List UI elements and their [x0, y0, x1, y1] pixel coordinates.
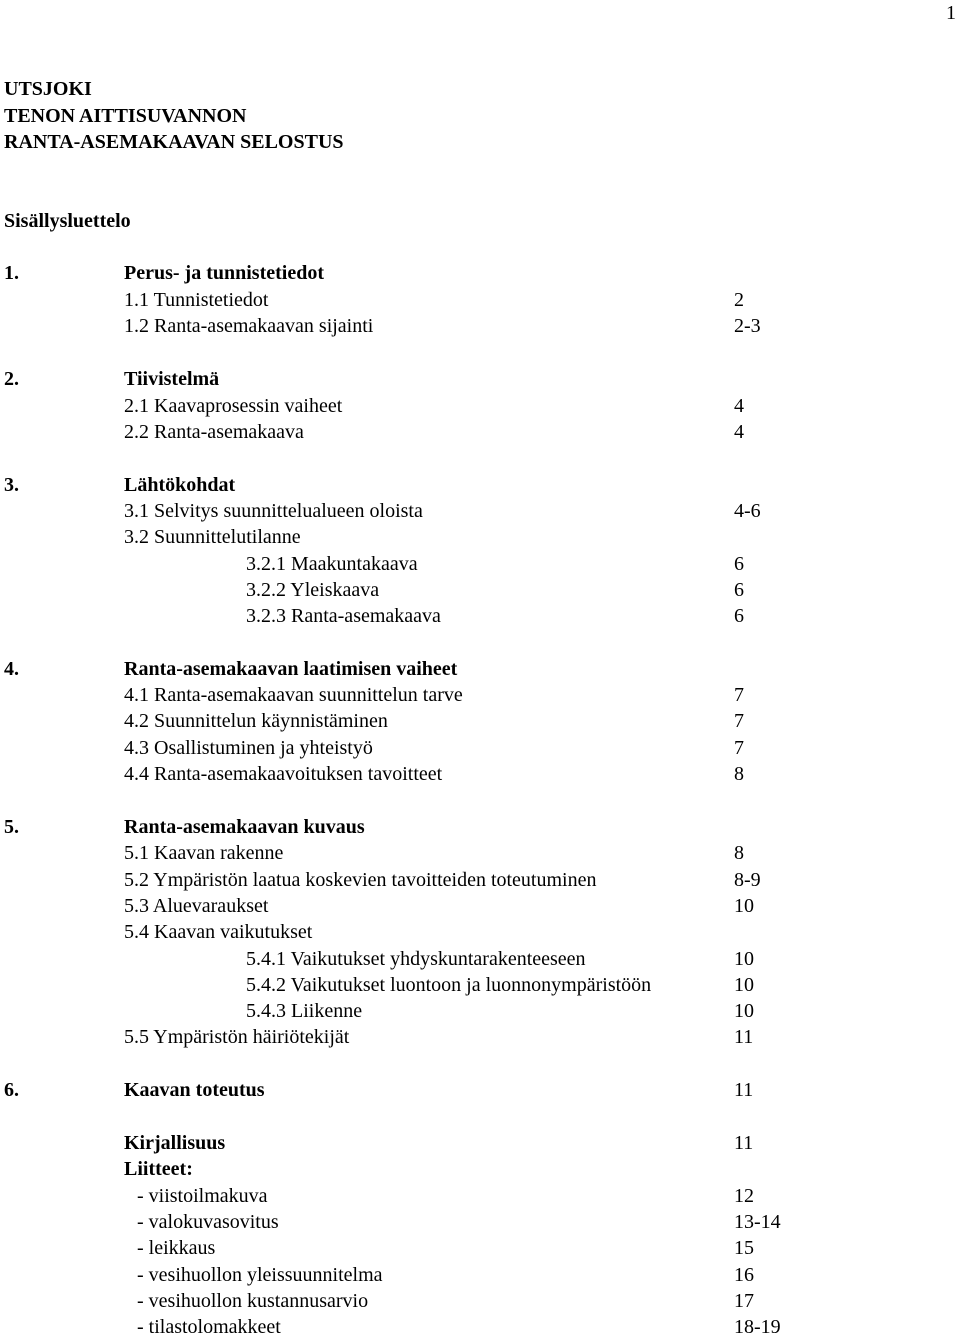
toc-entry-title: Ranta-asemakaavan kuvaus [124, 816, 365, 838]
toc-entry-page: 6 [734, 579, 744, 601]
toc-entry [0, 472, 960, 498]
toc-entry [0, 682, 960, 708]
toc-entry [0, 1314, 960, 1340]
document-title [4, 76, 344, 156]
toc-entry-page: 10 [734, 1000, 754, 1022]
toc-entry-title: Tiivistelmä [124, 368, 220, 390]
toc-entry-title: 1.2 Ranta-asemakaavan sijainti [124, 315, 374, 337]
toc-entry-title: 5.4.3 Liikenne [246, 1000, 363, 1022]
toc-entry-title: 5.1 Kaavan rakenne [124, 842, 284, 864]
toc-entry-page: 10 [734, 948, 754, 970]
toc-entry-title: 2.1 Kaavaprosessin vaiheet [124, 395, 343, 417]
toc-entry-page: 13-14 [734, 1211, 781, 1233]
toc-entry [0, 313, 960, 339]
toc-entry-title: 4.1 Ranta-asemakaavan suunnittelun tarve [124, 684, 463, 706]
toc-entry-title: - leikkaus [137, 1237, 216, 1259]
toc-entry-title: 5.3 Aluevaraukset [124, 895, 269, 917]
toc-entry [0, 577, 960, 603]
toc-entry [0, 761, 960, 787]
toc-entry-page: 12 [734, 1185, 754, 1207]
toc-entry-number: 2. [4, 368, 19, 390]
toc-entry-page: 11 [734, 1079, 754, 1101]
toc-entry-title: 3.2 Suunnittelutilanne [124, 526, 301, 548]
toc-entry [0, 1209, 960, 1235]
toc-entry [0, 814, 960, 840]
toc-entry [0, 1183, 960, 1209]
toc-entry-number: 5. [4, 816, 19, 838]
toc-entry-page: 10 [734, 895, 754, 917]
toc-entry-page: 6 [734, 605, 744, 627]
toc-entry-page: 2 [734, 289, 744, 311]
toc-entry-page: 8-9 [734, 869, 761, 891]
toc-entry-title: Perus- ja tunnistetiedot [124, 262, 324, 284]
toc-entry-title: - tilastolomakkeet [137, 1316, 281, 1338]
toc-entry [0, 366, 960, 392]
toc-entry-title: 2.2 Ranta-asemakaava [124, 421, 304, 443]
toc-entry-page: 4 [734, 421, 744, 443]
toc-entry [0, 867, 960, 893]
toc-entry [0, 603, 960, 629]
toc-entry [0, 1235, 960, 1261]
toc-entry-title: Ranta-asemakaavan laatimisen vaiheet [124, 658, 458, 680]
toc-entry-page: 16 [734, 1264, 754, 1286]
toc-entry-title: 5.5 Ympäristön häiriötekijät [124, 1026, 350, 1048]
toc-entry-page: 7 [734, 684, 744, 706]
toc-entry-title: - vesihuollon kustannusarvio [137, 1290, 369, 1312]
toc-entry-title: Lähtökohdat [124, 474, 236, 496]
toc-entry-number: 3. [4, 474, 19, 496]
toc-entry [0, 551, 960, 577]
title-line: UTSJOKI [4, 78, 92, 100]
toc-entry-page: 7 [734, 737, 744, 759]
toc-entry [0, 1288, 960, 1314]
toc-entry-page: 18-19 [734, 1316, 781, 1338]
toc-entry-title: 3.2.2 Yleiskaava [246, 579, 380, 601]
title-line: TENON AITTISUVANNON [4, 104, 247, 127]
toc-entry-title: 4.4 Ranta-asemakaavoituksen tavoitteet [124, 763, 443, 785]
toc-entry [0, 998, 960, 1024]
toc-heading: Sisällysluettelo [4, 210, 131, 232]
toc-entry [0, 946, 960, 972]
toc-entry [0, 260, 960, 286]
toc-entry-title: - vesihuollon yleissuunnitelma [137, 1264, 383, 1286]
toc-entry [0, 498, 960, 524]
toc-entry [0, 1262, 960, 1288]
toc-entry-number: 6. [4, 1079, 19, 1101]
toc-entry [0, 1024, 960, 1050]
toc-entry [0, 287, 960, 313]
toc-entry-page: 4-6 [734, 500, 761, 522]
toc-entry-page: 11 [734, 1026, 754, 1048]
toc-entry-page: 6 [734, 553, 744, 575]
toc-entry-title: Liitteet: [124, 1158, 193, 1180]
toc-entry-page: 7 [734, 710, 744, 732]
toc-entry [0, 1130, 960, 1156]
toc-entry [0, 656, 960, 682]
toc-entry-page: 15 [734, 1237, 754, 1259]
toc-entry-page: 4 [734, 395, 744, 417]
toc-entry-title: 5.4 Kaavan vaikutukset [124, 921, 313, 943]
toc-entry-number: 4. [4, 658, 19, 680]
toc-entry-title: 3.1 Selvitys suunnittelualueen oloista [124, 500, 423, 522]
toc-entry-title: 3.2.3 Ranta-asemakaava [246, 605, 441, 627]
toc-entry-title: 5.4.1 Vaikutukset yhdyskuntarakenteeseen [246, 948, 586, 970]
toc-entry [0, 919, 960, 945]
toc-entry [0, 1156, 960, 1182]
toc-entry [0, 524, 960, 550]
toc-entry-number: 1. [4, 262, 19, 284]
toc-entry [0, 735, 960, 761]
page-number: 1 [946, 2, 956, 24]
toc-entry-title: Kaavan toteutus [124, 1079, 265, 1101]
toc-entry-title: Kirjallisuus [124, 1132, 226, 1154]
toc-entry [0, 893, 960, 919]
toc-entry [0, 419, 960, 445]
toc-entry-title: - viistoilmakuva [137, 1185, 268, 1207]
toc-entry-page: 17 [734, 1290, 754, 1312]
toc-entry-page: 2-3 [734, 315, 761, 337]
toc-entry-title: 4.2 Suunnittelun käynnistäminen [124, 710, 388, 732]
toc-entry-page: 8 [734, 842, 744, 864]
toc-entry-page: 8 [734, 763, 744, 785]
toc-entry [0, 393, 960, 419]
toc-entry [0, 840, 960, 866]
title-line: RANTA-ASEMAKAAVAN SELOSTUS [4, 131, 344, 153]
toc-entry [0, 708, 960, 734]
toc-entry-title: 5.2 Ympäristön laatua koskevien tavoitteiden toteutuminen [124, 869, 597, 891]
toc-entry-title: 5.4.2 Vaikutukset luontoon ja luonnonympäristöön [246, 974, 652, 996]
toc-entry-title: 1.1 Tunnistetiedot [124, 289, 269, 311]
toc-entry [0, 1077, 960, 1103]
toc-entry-page: 10 [734, 974, 754, 996]
toc-entry-title: 4.3 Osallistuminen ja yhteistyö [124, 737, 373, 759]
toc-entry-page: 11 [734, 1132, 754, 1154]
toc-entry-title: - valokuvasovitus [137, 1211, 279, 1233]
toc-entry-title: 3.2.1 Maakuntakaava [246, 553, 418, 575]
toc-entry [0, 972, 960, 998]
